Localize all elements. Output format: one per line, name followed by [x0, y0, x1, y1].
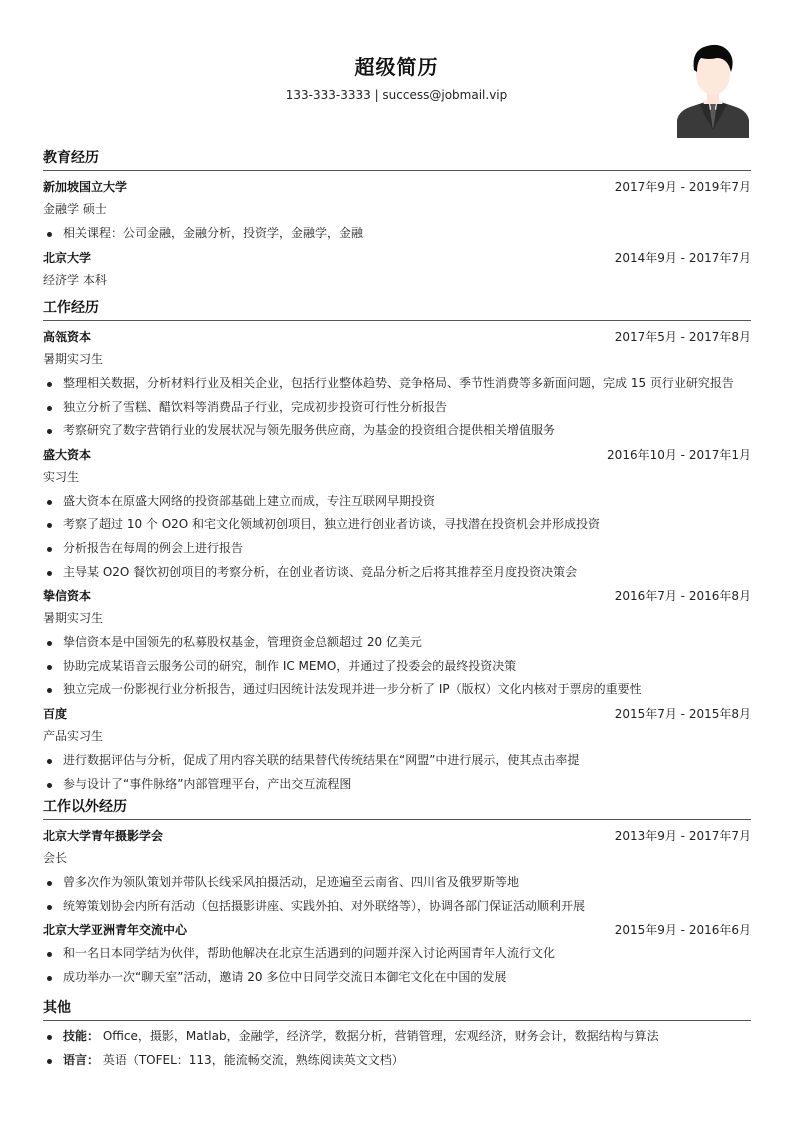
- bullet-item: 相关课程：公司金融，金融分析，投资学，金融学，金融: [43, 222, 751, 246]
- bullet-item: 整理相关数据，分析材料行业及相关企业，包括行业整体趋势、竞争格局、季节性消费等多新面问题，完成 15 页行业研究报告: [43, 372, 751, 396]
- date-range: 2015年9月 - 2016年6月: [614, 923, 751, 938]
- bullet-item: 分析报告在每周的例会上进行报告: [43, 537, 751, 561]
- section-divider: [43, 170, 751, 171]
- work-entry: [43, 584, 751, 702]
- job-title: 暑期实习生: [43, 352, 104, 366]
- work-entry: [43, 443, 751, 584]
- section-title: 工作经历: [43, 300, 99, 316]
- company-name: 盛大资本: [43, 447, 92, 462]
- company-name: 百度: [43, 706, 68, 721]
- bullet-item: 和一名日本同学结为伙伴，帮助他解决在北京生活遇到的问题并深入讨论两国青年人流行文化: [43, 942, 751, 966]
- bullet-item: 曾多次作为领队策划并带队长线采风拍摄活动，足迹遍至云南省、四川省及俄罗斯等地: [43, 871, 751, 895]
- person-avatar-icon: [675, 38, 751, 138]
- section-divider: [43, 320, 751, 321]
- section-title: 工作以外经历: [43, 799, 127, 815]
- company-name: 挚信资本: [43, 589, 92, 604]
- activity-entry: [43, 918, 751, 989]
- job-title: 暑期实习生: [43, 611, 104, 626]
- school-name: 北京大学: [43, 250, 92, 265]
- bullet-item: 成功举办一次“聊天室”活动，邀请 20 多位中日同学交流日本御宅文化在中国的发展: [43, 966, 751, 990]
- other-section: [43, 998, 751, 1072]
- date-range: 2013年9月 - 2017年7月: [614, 829, 751, 843]
- languages-label: 语言：: [63, 1052, 100, 1067]
- bullet-item: 独立分析了雪糕、醋饮料等消费品子行业，完成初步投资可行性分析报告: [43, 396, 751, 420]
- skills-label: 技能：: [63, 1029, 100, 1043]
- date-range: 2015年7月 - 2015年8月: [614, 706, 751, 721]
- date-range: 2017年5月 - 2017年8月: [614, 330, 751, 344]
- work-section: [43, 298, 751, 796]
- candidate-name: 超级简历: [354, 55, 439, 79]
- languages-item: [43, 1049, 751, 1073]
- section-title: 教育经历: [43, 150, 99, 166]
- work-entry: [43, 325, 751, 443]
- resume-header: [43, 0, 751, 150]
- languages-value: 英语（TOFEL：113，能流畅交流，熟练阅读英文文档）: [102, 1052, 404, 1067]
- date-range: 2014年9月 - 2017年7月: [614, 250, 751, 265]
- organization-name: 北京大学青年摄影学会: [43, 829, 164, 843]
- section-divider: [43, 1020, 751, 1021]
- date-range: 2017年9月 - 2019年7月: [614, 180, 751, 194]
- bullet-item: 参与设计了“事件脉络”内部管理平台，产出交互流程图: [43, 773, 751, 797]
- job-title: 实习生: [43, 469, 80, 484]
- bullet-item: 统筹策划协会内所有活动（包括摄影讲座、实践外拍、对外联络等），协调各部门保证活动顺利开展: [43, 895, 751, 919]
- education-entry: [43, 175, 751, 246]
- skills-value: Office，摄影，Matlab，金融学，经济学，数据分析，营销管理，宏观经济，财务会计，数据结构与算法: [102, 1029, 659, 1043]
- extracurricular-section: [43, 797, 751, 989]
- degree: 金融学 硕士: [43, 202, 107, 216]
- bullet-item: 考察了超过 10 个 O2O 和宅文化领域初创项目，独立进行创业者访谈，寻找潜在投资机会并形成投资: [43, 513, 751, 537]
- activity-entry: [43, 824, 751, 918]
- education-entry: [43, 246, 751, 293]
- work-entry: [43, 702, 751, 796]
- resume-page: [43, 0, 751, 1067]
- bullet-item: 主导某 O2O 餐饮初创项目的考察分析，在创业者访谈、竞品分析之后将其推荐至月度投资决策会: [43, 561, 751, 585]
- organization-name: 北京大学亚洲青年交流中心: [43, 923, 188, 938]
- job-title: 产品实习生: [43, 728, 104, 743]
- contact-info: 133-333-3333 | success@jobmail.vip: [285, 88, 508, 102]
- skills-item: [43, 1025, 751, 1049]
- education-section: [43, 148, 751, 293]
- company-name: 高瓴资本: [43, 330, 92, 344]
- degree: 经济学 本科: [43, 272, 107, 287]
- date-range: 2016年7月 - 2016年8月: [614, 589, 751, 604]
- bullet-item: 盛大资本在原盛大网络的投资部基础上建立而成，专注互联网早期投资: [43, 490, 751, 514]
- section-title: 其他: [43, 1000, 71, 1016]
- bullet-item: 挚信资本是中国领先的私募股权基金，管理资金总额超过 20 亿美元: [43, 631, 751, 655]
- date-range: 2016年10月 - 2017年1月: [607, 447, 751, 462]
- position-title: 会长: [43, 851, 68, 865]
- bullet-item: 考察研究了数字营销行业的发展状况与领先服务供应商，为基金的投资组合提供相关增值服务: [43, 419, 751, 443]
- school-name: 新加坡国立大学: [43, 180, 128, 194]
- bullet-item: 协助完成某语音云服务公司的研究，制作 IC MEMO，并通过了投委会的最终投资决策: [43, 655, 751, 679]
- section-divider: [43, 819, 751, 820]
- bullet-item: 进行数据评估与分析，促成了用内容关联的结果替代传统结果在“网盟”中进行展示，使其点击率提: [43, 749, 751, 773]
- bullet-item: 独立完成一份影视行业分析报告，通过归因统计法发现并进一步分析了 IP（版权）文化内核对于票房的重要性: [43, 678, 751, 702]
